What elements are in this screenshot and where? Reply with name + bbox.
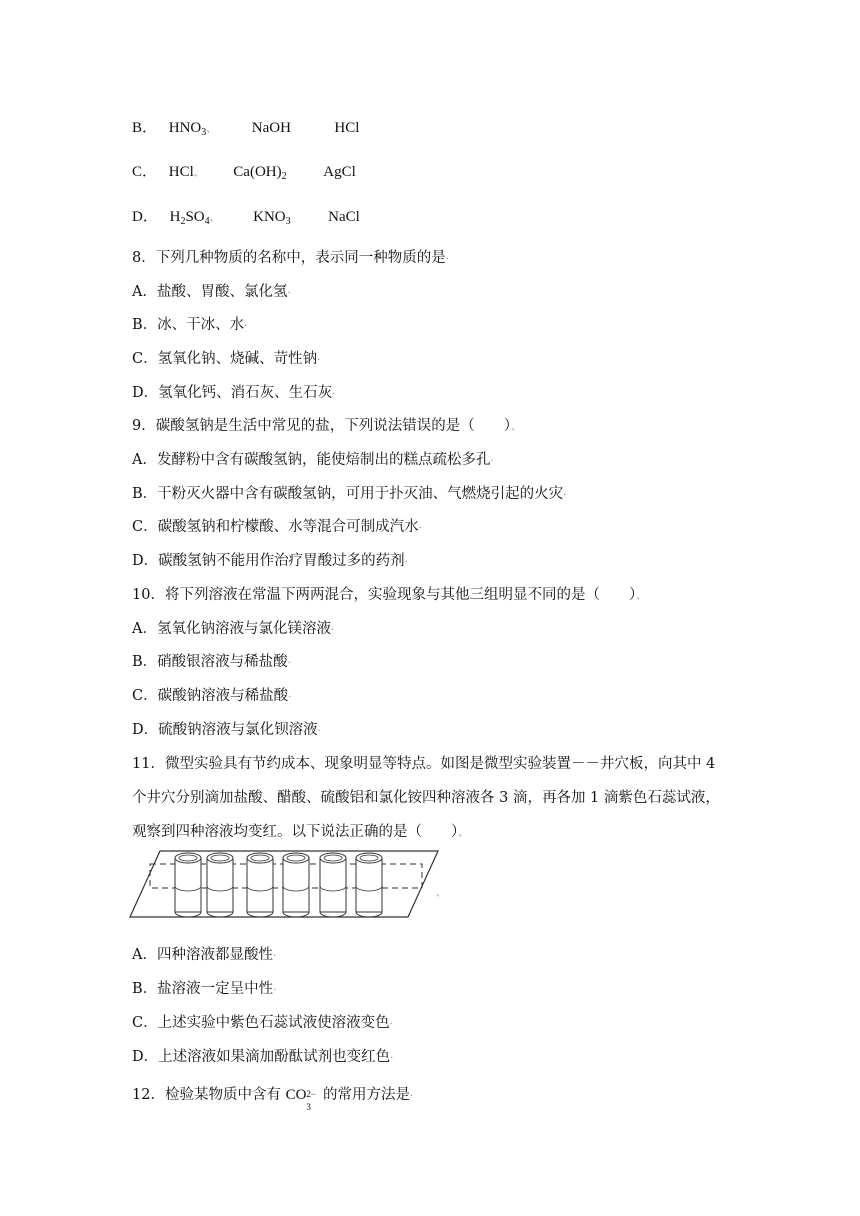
q11-option-d: D．上述溶液如果滴加酚酞试剂也变红色· (132, 1049, 394, 1065)
formula-3: HCl (334, 120, 360, 136)
formula-3: AgCl (323, 164, 356, 180)
q9-stem: 9．碳酸氢钠是生活中常见的盐，下列说法错误的是（ ）、 (132, 418, 521, 434)
option-letter: C． (132, 164, 158, 180)
q8-option-b: B．冰、干冰、水· (132, 317, 248, 333)
q10-option-b: B．硝酸银溶液与稀盐酸· (132, 654, 291, 670)
q9-option-a: A．发酵粉中含有碳酸氢钠，能使焙制出的糕点疏松多孔· (132, 452, 494, 468)
q11-option-c: C．上述实验中紫色石蕊试液使溶液变色· (132, 1015, 393, 1031)
formula-2: $KNO_3$ (253, 209, 291, 227)
well-6 (356, 853, 382, 917)
q7-option-c (132, 162, 356, 184)
q7-option-b (132, 118, 359, 140)
q10-option-a: A．氢氧化钠溶液与氯化镁溶液· (132, 621, 335, 637)
formula-1: $H_2SO_4$、 (169, 209, 220, 227)
q11-option-a: A．四种溶液都显酸性· (132, 947, 277, 963)
q8-option-a: A．盐酸、胃酸、氯化氢· (132, 284, 291, 300)
formula-3: NaCl (328, 209, 360, 225)
q11-stem-line-1: 11．微型实验具有节约成本、现象明显等特点。如图是微型实验装置－－井穴板，向其中 4 (132, 756, 716, 772)
well-plate-figure (128, 848, 448, 920)
q7-option-d (132, 207, 360, 229)
q9-option-b: B．干粉灭火器中含有碳酸氢钠，可用于扑灭油、气燃烧引起的火灾· (132, 486, 567, 502)
q10-option-d: D．硫酸钠溶液与氯化钡溶液· (132, 722, 321, 738)
q11-stem-line-3: 观察到四种溶液均变红。以下说法正确的是（ ）、 (132, 824, 469, 840)
formula-2: NaOH (251, 120, 291, 136)
option-letter: B． (132, 120, 158, 136)
figure-end-mark: 、 (436, 888, 446, 899)
q12-stem: 12．检验某物质中含有 CO 2− 3 的常用方法是· (132, 1087, 414, 1112)
well-5 (320, 853, 346, 917)
formula-1: HCl、 (168, 164, 204, 180)
q8-stem: 8．下列几种物质的名称中，表示同一种物质的是· (132, 250, 449, 266)
well-3 (247, 853, 273, 917)
q9-option-c: C．碳酸氢钠和柠檬酸、水等混合可制成汽水· (132, 519, 422, 535)
q10-option-c: C．碳酸钠溶液与稀盐酸· (132, 688, 292, 704)
option-letter: D． (132, 209, 158, 225)
formula-1: $HNO_3$、 (168, 120, 217, 138)
well-1 (175, 853, 201, 917)
q10-stem: 10．将下列溶液在常温下两两混合，实验现象与其他三组明显不同的是（ ）、 (132, 587, 647, 603)
q11-stem-line-2: 个井穴分别滴加盐酸、醋酸、硫酸铝和氯化铵四种溶液各 3 滴，再各加 1 滴紫色石蕊试液， (132, 790, 720, 806)
formula-2: $Ca(OH)_2$ (233, 164, 287, 182)
well-2 (207, 853, 233, 917)
q9-option-d: D．碳酸氢钠不能用作治疗胃酸过多的药剂· (132, 553, 408, 569)
carbonate-ion-formula: CO 2− 3 (285, 1087, 316, 1112)
q11-option-b: B．盐溶液一定呈中性· (132, 981, 277, 997)
q8-option-d: D．氢氧化钙、消石灰、生石灰· (132, 385, 336, 401)
q8-option-c: C．氢氧化钠、烧碱、苛性钠· (132, 351, 321, 367)
well-4 (283, 853, 309, 917)
